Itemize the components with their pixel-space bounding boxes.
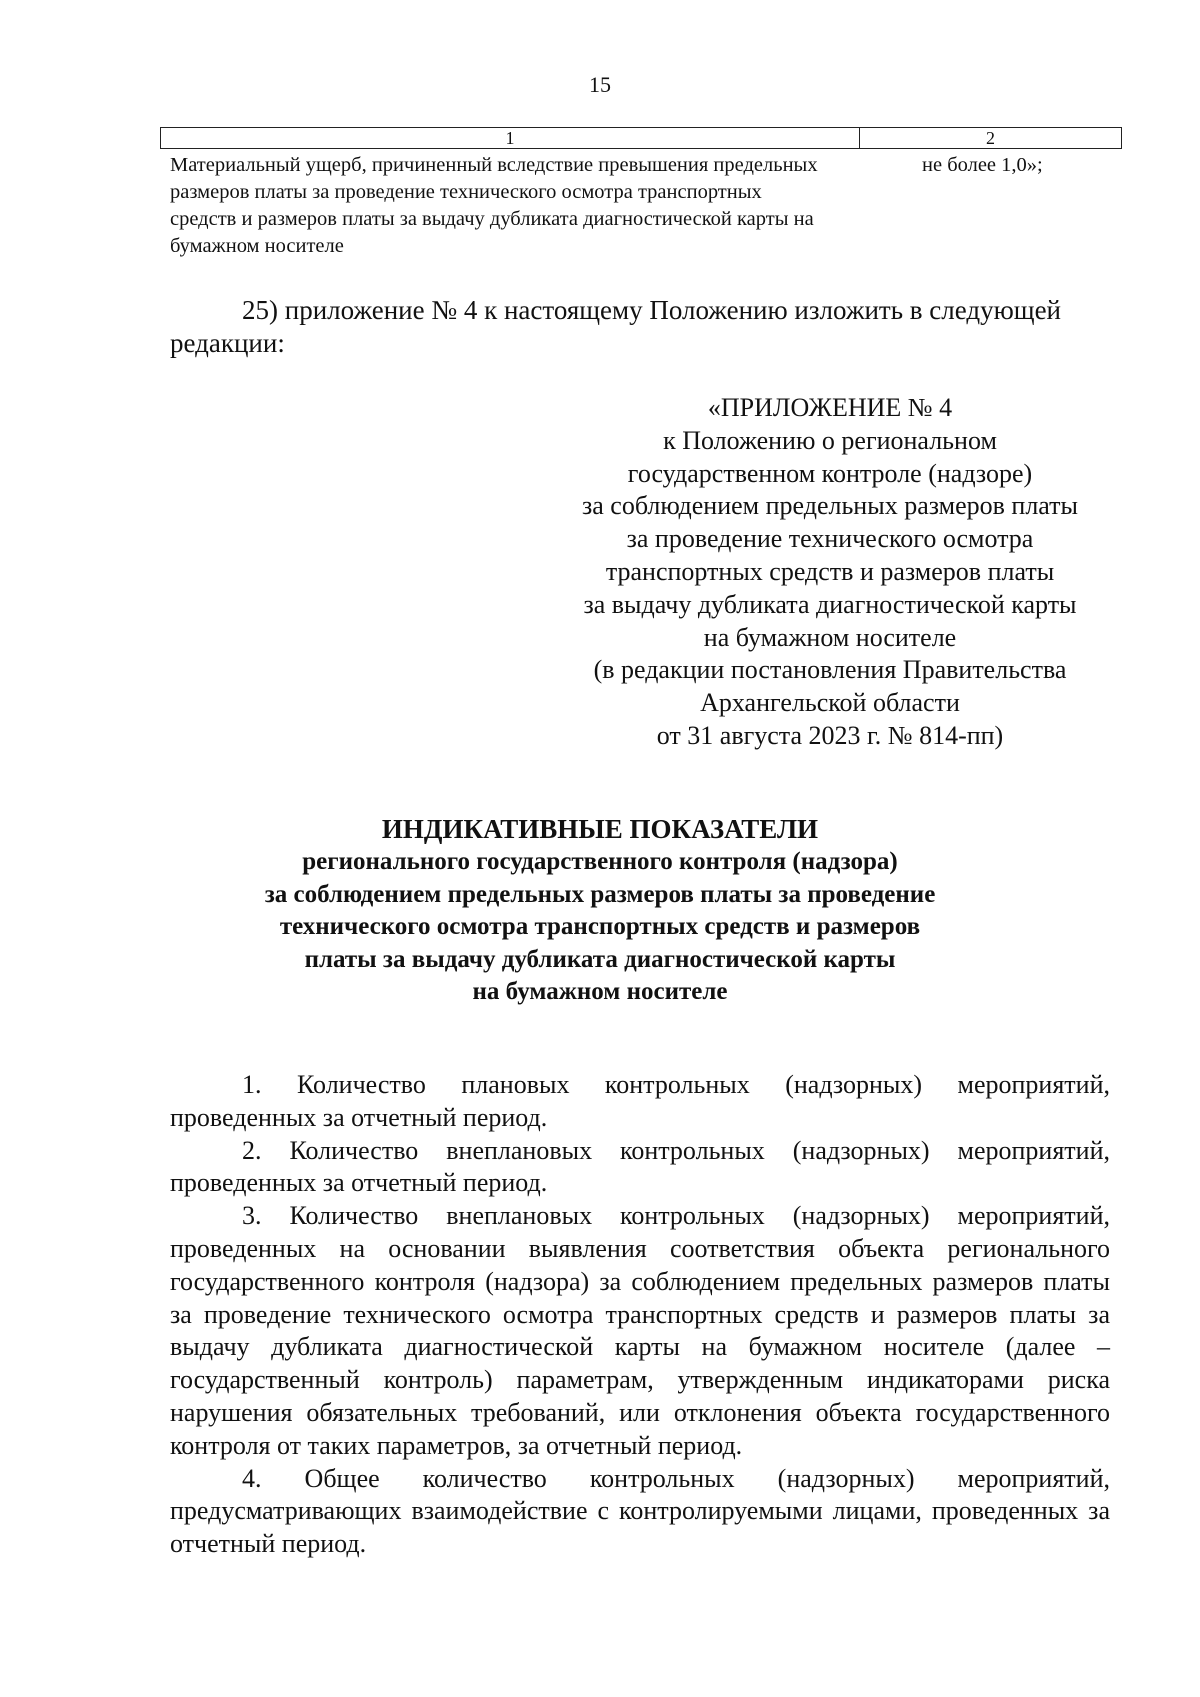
page-number: 15 xyxy=(589,72,611,97)
indicator-list xyxy=(170,1069,1110,1561)
appendix-line: «ПРИЛОЖЕНИЕ № 4 xyxy=(707,393,953,422)
indicator-item: 2. Количество внеплановых контрольных (надзорных) мероприятий, проведенных за отчетный период. xyxy=(170,1135,1110,1198)
heading-subtitle-line: регионального государственного контроля (надзора) xyxy=(302,848,898,875)
heading-subtitle-line: на бумажном носителе xyxy=(472,978,728,1005)
appendix-line: транспортных средств и размеров платы xyxy=(605,556,1055,586)
appendix-line: от 31 августа 2023 г. № 814-пп) xyxy=(656,720,1004,750)
table-row xyxy=(170,152,1120,260)
appendix-line: государственном контроле (надзоре) xyxy=(627,458,1033,488)
appendix-block xyxy=(540,392,1120,753)
indicator-item: 4. Общее количество контрольных (надзорных) мероприятий, предусматривающих взаимодействие с контролируемыми лицами, проведенных за отчетный период. xyxy=(170,1463,1110,1559)
appendix-line: за соблюдением предельных размеров платы xyxy=(582,491,1078,521)
appendix-line: (в редакции постановления Правительства xyxy=(593,655,1067,685)
appendix-line: к Положению о региональном xyxy=(663,425,997,455)
table-header-col-1: 1 xyxy=(161,128,860,148)
appendix-line: на бумажном носителе xyxy=(703,622,957,652)
table-header-row xyxy=(160,127,1122,149)
heading-subtitle-line: технического осмотра транспортных средств и размеров xyxy=(279,913,921,940)
table-header-col-2: 2 xyxy=(986,128,995,148)
appendix-line: Архангельской области xyxy=(700,688,960,718)
heading-subtitle-line: за соблюдением предельных размеров платы за проведение xyxy=(264,880,936,908)
intro-paragraph: 25) приложение № 4 к настоящему Положению изложить в следующей редакции: xyxy=(170,295,1062,358)
heading-subtitle-line: платы за выдачу дубликата диагностической карты xyxy=(304,945,896,973)
heading-title: ИНДИКАТИВНЫЕ ПОКАЗАТЕЛИ xyxy=(381,814,819,844)
table-cell-value: не более 1,0»; xyxy=(922,154,1043,176)
appendix-line: за выдачу дубликата диагностической карты xyxy=(583,589,1077,619)
indicator-item: 3. Количество внеплановых контрольных (надзорных) мероприятий, проведенных на основании выявления соответствия объекта регионального государственного контроля (надзора) за соблюдением предельных размеров платы за проведение технического осмотра транспортных средств и размеров платы за выдачу дубликата диагностической карты на бумажном носителе (далее – государственный контроль) параметрам, утвержденным индикаторами риска нарушения обязательных требований, или отклонения объекта государственного контроля от таких параметров, за отчетный период. xyxy=(170,1201,1110,1460)
indicator-item: 1. Количество плановых контрольных (надзорных) мероприятий, проведенных за отчетный период. xyxy=(170,1070,1110,1132)
appendix-line: за проведение технического осмотра xyxy=(626,524,1034,554)
table-cell-description: Материальный ущерб, причиненный вследствие превышения предельных размеров платы за проведение технического осмотра транспортных средств и размеров платы за выдачу дубликата диагностической карты на бумажном носителе xyxy=(170,154,818,257)
section-heading xyxy=(0,812,1200,1009)
